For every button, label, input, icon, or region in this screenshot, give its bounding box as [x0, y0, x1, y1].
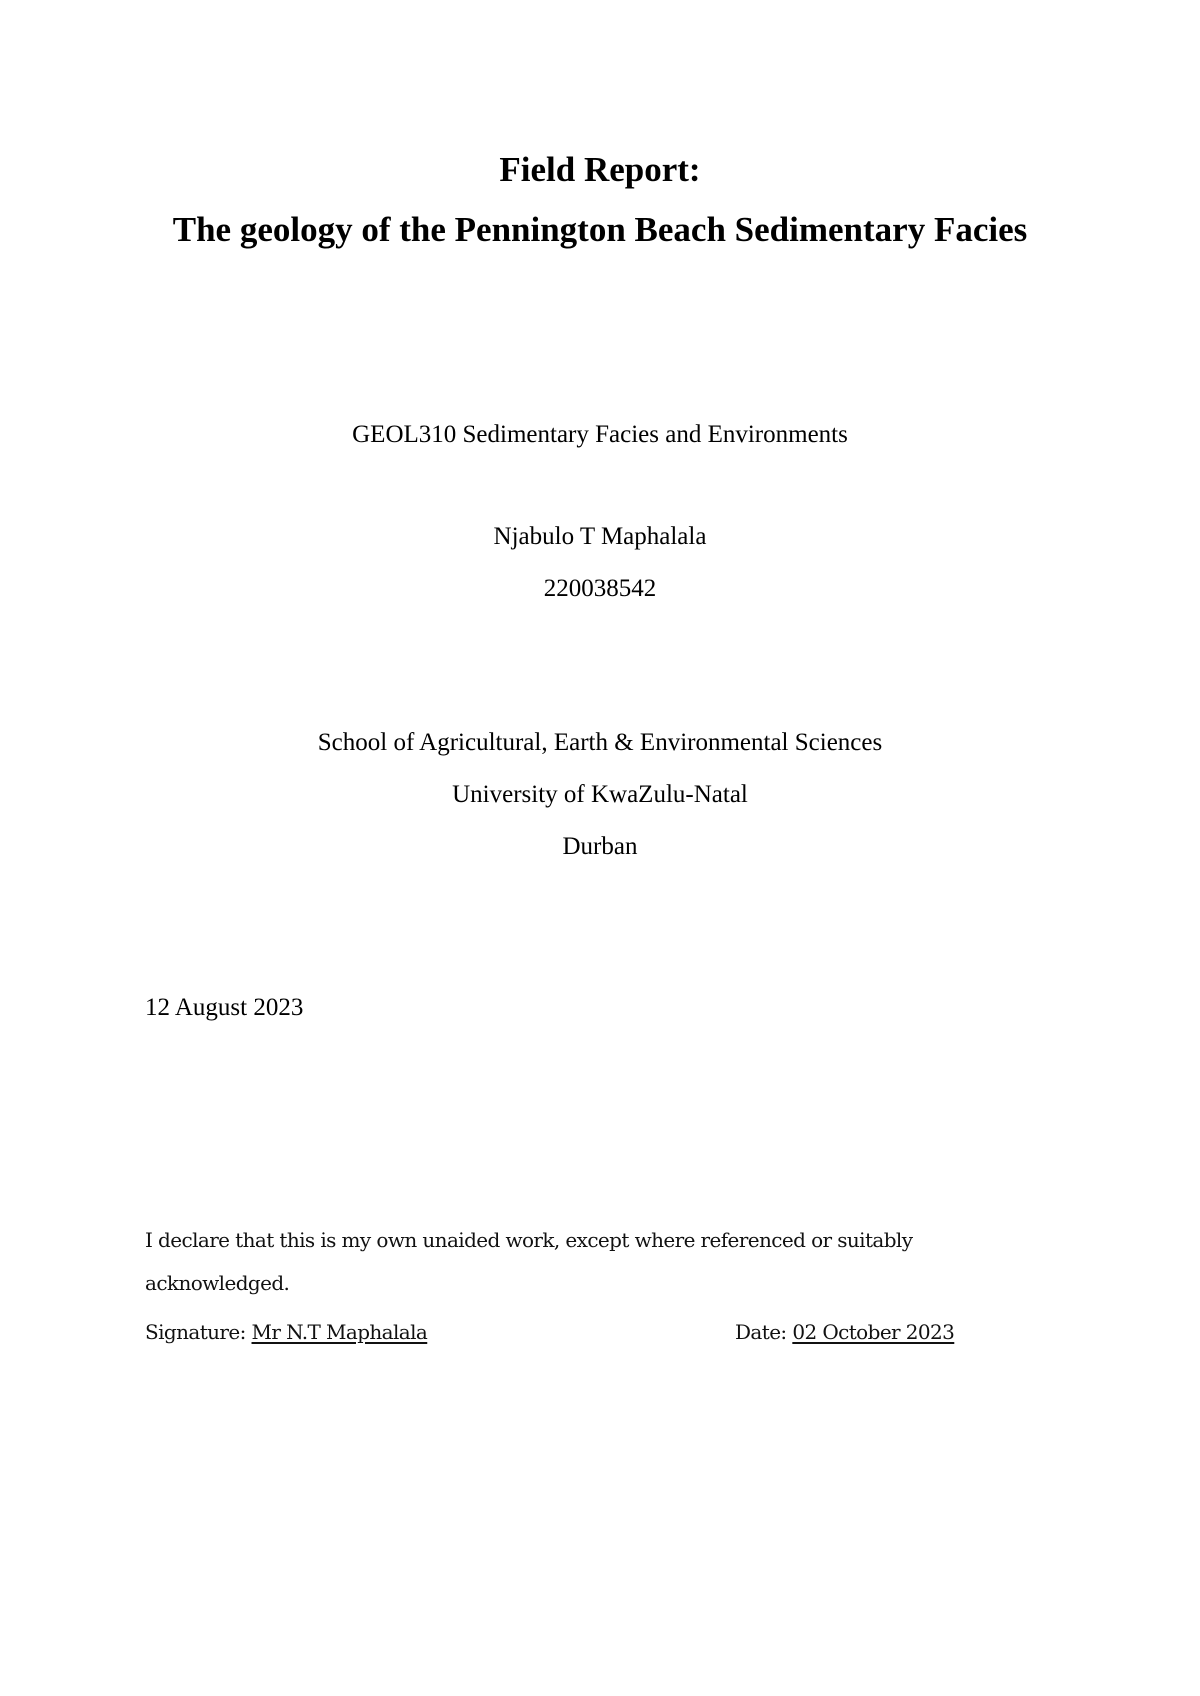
report-title-line2: The geology of the Pennington Beach Sedimentary Facies	[172, 210, 1028, 249]
signature-value: Mr N.T Maphalala	[251, 1320, 428, 1344]
declaration-date-value: 02 October 2023	[792, 1320, 955, 1344]
city-name: Durban	[562, 833, 638, 860]
declaration-text: I declare that this is my own unaided work, except where referenced or suitably acknowledged.	[145, 1228, 913, 1295]
declaration-date-label: Date:	[735, 1320, 793, 1344]
student-number: 220038542	[543, 575, 657, 602]
declaration-date-line	[735, 1318, 954, 1346]
report-title-line1: Field Report:	[499, 150, 701, 189]
author-name: Njabulo T Maphalala	[493, 523, 707, 550]
course-name: GEOL310 Sedimentary Facies and Environments	[352, 421, 848, 448]
university-name: University of KwaZulu-Natal	[452, 781, 748, 808]
report-date: 12 August 2023	[145, 994, 304, 1021]
signature-line	[145, 1318, 427, 1346]
school-name: School of Agricultural, Earth & Environmental Sciences	[317, 729, 883, 756]
signature-label: Signature:	[145, 1320, 252, 1344]
